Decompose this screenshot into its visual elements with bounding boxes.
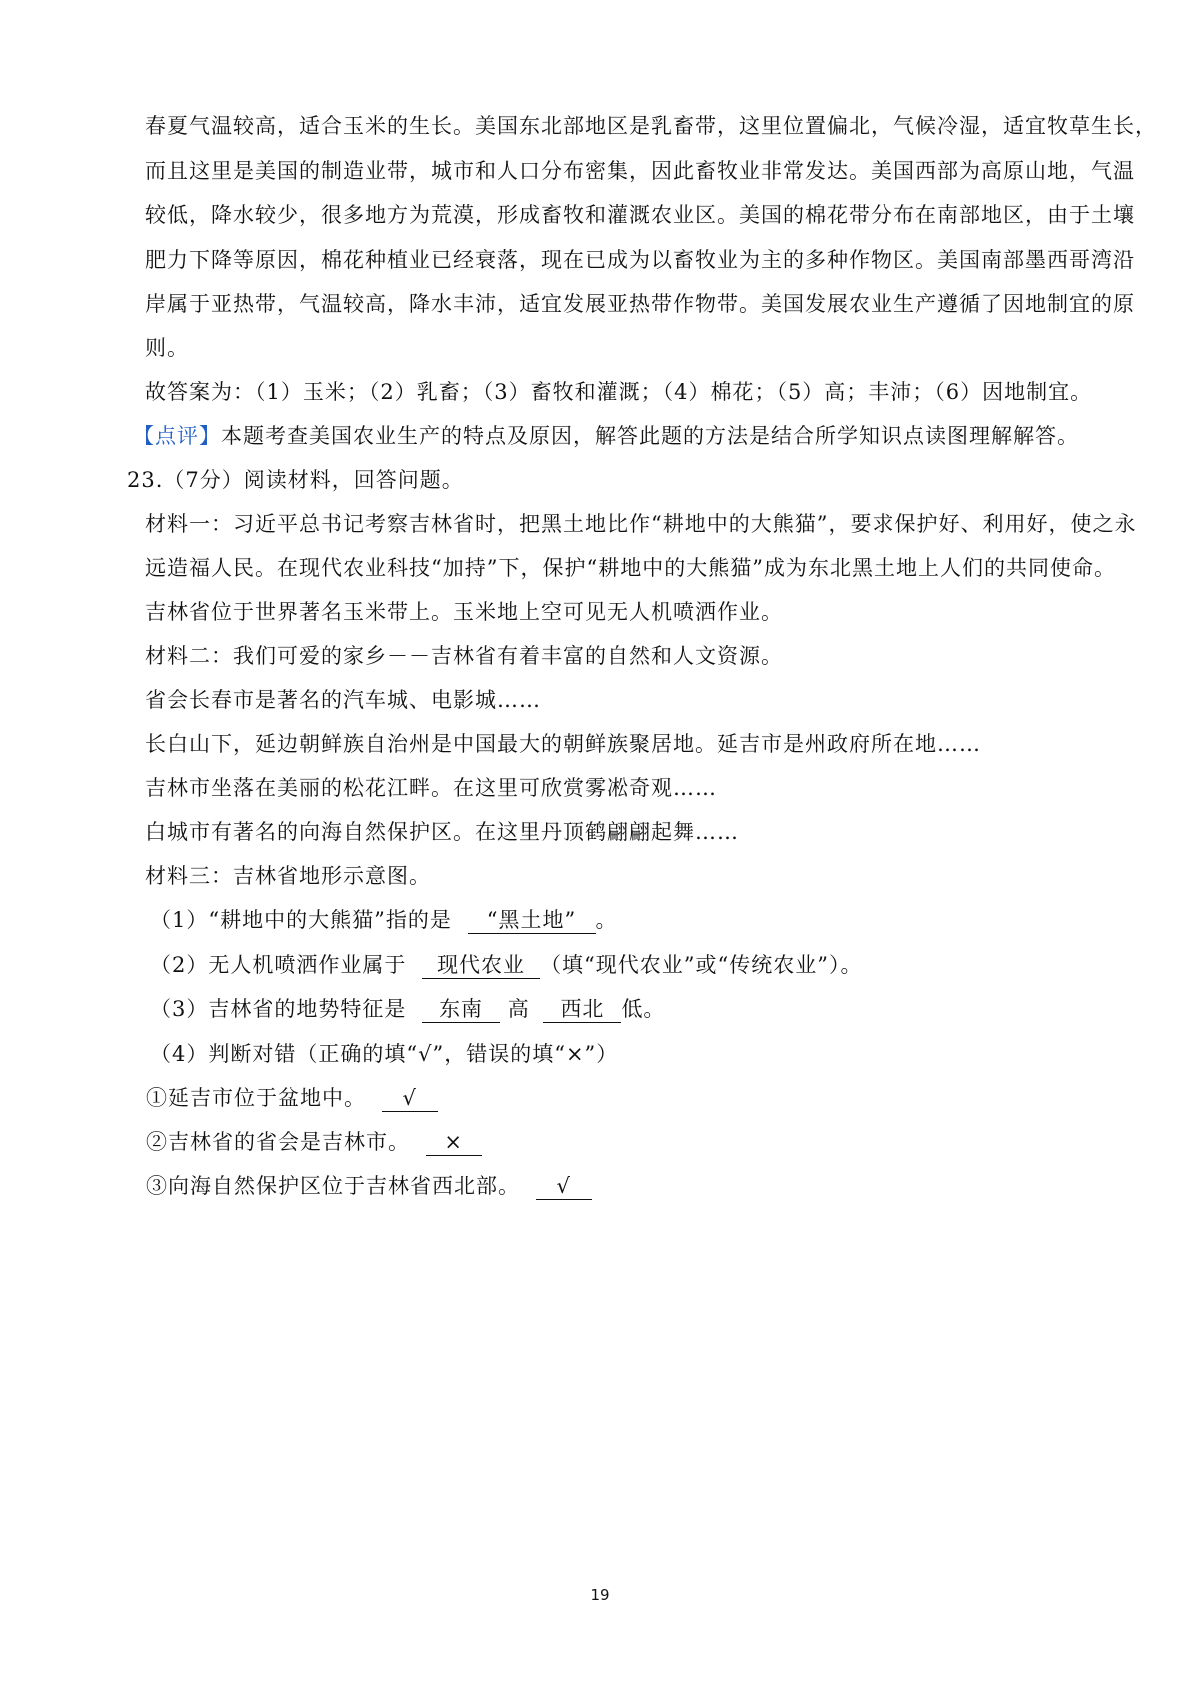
sub-question-1 <box>150 905 618 935</box>
judgement-text: ①延吉市位于盆地中。 <box>146 1086 366 1110</box>
answer-blank: × <box>426 1129 482 1156</box>
comment-tag: 【点评】 <box>133 424 221 448</box>
sub-question-2-prompt: （2）无人机喷洒作业属于 <box>150 953 407 977</box>
explanation-line: 较低，降水较少，很多地方为荒漠，形成畜牧和灌溉农业区。美国的棉花带分布在南部地区，由于土壤 <box>145 203 1135 227</box>
material-line: 吉林市坐落在美丽的松花江畔。在这里可欣赏雾凇奇观…… <box>145 776 717 800</box>
answer-blank: “黑土地” <box>468 907 596 934</box>
sub-question-1-suffix: 。 <box>595 908 618 932</box>
material-line: 吉林省位于世界著名玉米带上。玉米地上空可见无人机喷洒作业。 <box>145 600 783 624</box>
question-header: 23.（7分）阅读材料，回答问题。 <box>127 468 464 492</box>
answer-blank: √ <box>382 1085 438 1112</box>
sub-question-3-suffix: 低。 <box>621 997 666 1021</box>
sub-question-3-prompt: （3）吉林省的地势特征是 <box>150 997 407 1021</box>
material-line: 远造福人民。在现代农业科技“加持”下，保护“耕地中的大熊猫”成为东北黑土地上人们的共同使命。 <box>145 556 1116 580</box>
material-line: 白城市有著名的向海自然保护区。在这里丹顶鹤翩翩起舞…… <box>145 820 739 844</box>
explanation-line: 而且这里是美国的制造业带，城市和人口分布密集，因此畜牧业非常发达。美国西部为高原山地，气温 <box>145 159 1135 183</box>
judgement-text: ②吉林省的省会是吉林市。 <box>146 1130 410 1154</box>
sub-question-3-middle: 高 <box>507 997 530 1021</box>
material-line: 材料一：习近平总书记考察吉林省时，把黑土地比作“耕地中的大熊猫”，要求保护好、利用好，使之永 <box>145 512 1137 536</box>
sub-question-2 <box>150 950 863 980</box>
sub-question-2-suffix: （填“现代农业”或“传统农业”）。 <box>540 953 863 977</box>
material-line: 省会长春市是著名的汽车城、电影城…… <box>145 688 541 712</box>
answer-blank: 西北 <box>543 996 621 1023</box>
explanation-line: 春夏气温较高，适合玉米的生长。美国东北部地区是乳畜带，这里位置偏北，气候冷湿，适宜牧草生长， <box>145 114 1157 138</box>
answer-blank: √ <box>536 1173 592 1200</box>
judgement-item <box>146 1083 438 1113</box>
comment-text: 本题考查美国农业生产的特点及原因，解答此题的方法是结合所学知识点读图理解解答。 <box>221 424 1079 448</box>
judgement-item <box>146 1171 592 1201</box>
explanation-line: 则。 <box>145 336 189 360</box>
answer-blank: 东南 <box>422 996 500 1023</box>
material-line: 长白山下，延边朝鲜族自治州是中国最大的朝鲜族聚居地。延吉市是州政府所在地…… <box>145 732 981 756</box>
judgement-item <box>146 1127 482 1157</box>
judgement-text: ③向海自然保护区位于吉林省西北部。 <box>146 1174 520 1198</box>
answer-summary: 故答案为：（1）玉米；（2）乳畜；（3）畜牧和灌溉；（4）棉花；（5）高；丰沛；（6）因地制宜。 <box>145 380 1093 404</box>
explanation-line: 岸属于亚热带，气温较高，降水丰沛，适宜发展亚热带作物带。美国发展农业生产遵循了因地制宜的原 <box>145 292 1135 316</box>
explanation-line: 肥力下降等原因，棉花种植业已经衰落，现在已成为以畜牧业为主的多种作物区。美国南部墨西哥湾沿 <box>145 248 1135 272</box>
material-line: 材料二：我们可爱的家乡－－吉林省有着丰富的自然和人文资源。 <box>145 644 783 668</box>
sub-question-1-prompt: （1）“耕地中的大熊猫”指的是 <box>150 908 452 932</box>
page-number: 19 <box>590 1586 610 1604</box>
sub-question-4: （4）判断对错（正确的填“√”，错误的填“×”） <box>150 1042 619 1066</box>
comment-line <box>133 421 1079 451</box>
sub-question-3 <box>150 994 665 1024</box>
answer-blank: 现代农业 <box>422 952 540 979</box>
material-line: 材料三：吉林省地形示意图。 <box>145 864 431 888</box>
